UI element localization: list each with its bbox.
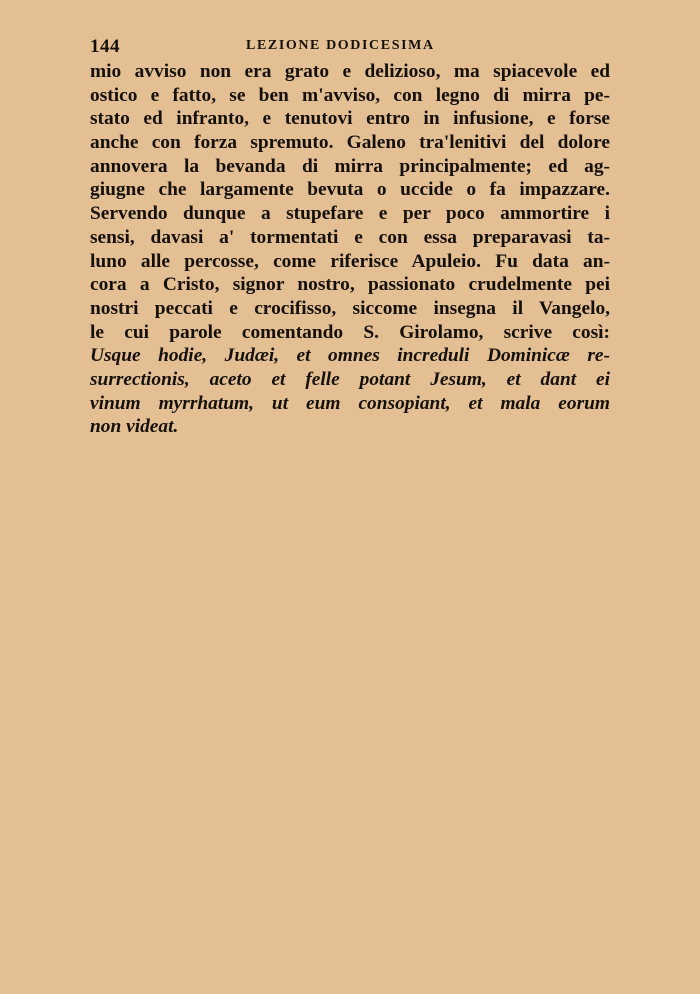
- running-title: LEZIONE DODICESIMA: [246, 38, 435, 53]
- text-line: mio avviso non era grato e delizioso, ma spiacevole ed: [90, 61, 610, 82]
- text-line: annovera la bevanda di mirra principalmente; ed ag-: [90, 155, 610, 177]
- text-line: le cui parole comentando S. Girolamo, scrive così:: [90, 321, 610, 343]
- text-line: luno alle percosse, come riferisce Apuleio. Fu data an-: [90, 250, 610, 272]
- page-number: 144: [90, 36, 120, 57]
- text-line: sensi, davasi a' tormentati e con essa preparavasi ta-: [90, 226, 610, 248]
- text-line: giugne che largamente bevuta o uccide o fa impazzare.: [90, 179, 610, 201]
- latin-quote-line: non videat.: [90, 416, 179, 438]
- text-line: anche con forza spremuto. Galeno tra'lenitivi del dolore: [90, 132, 610, 154]
- text-line: Servendo dunque a stupefare e per poco ammortire i: [90, 203, 610, 225]
- latin-quote-line: vinum myrrhatum, ut eum consopiant, et mala eorum: [90, 392, 610, 414]
- body-text: [90, 60, 610, 439]
- latin-quote-line: surrectionis, aceto et felle potant Jesum, et dant ei: [90, 368, 610, 390]
- text-line: cora a Cristo, signor nostro, passionato crudelmente pei: [90, 274, 610, 296]
- latin-quote-line: Usque hodie, Judæi, et omnes increduli Dominicæ re-: [90, 345, 610, 367]
- text-line: ostico e fatto, se ben m'avviso, con legno di mirra pe-: [90, 84, 610, 106]
- text-line: nostri peccati e crocifisso, siccome insegna il Vangelo,: [90, 297, 610, 319]
- text-line: stato ed infranto, e tenutovi entro in infusione, e forse: [90, 108, 610, 130]
- page-header: [90, 36, 610, 60]
